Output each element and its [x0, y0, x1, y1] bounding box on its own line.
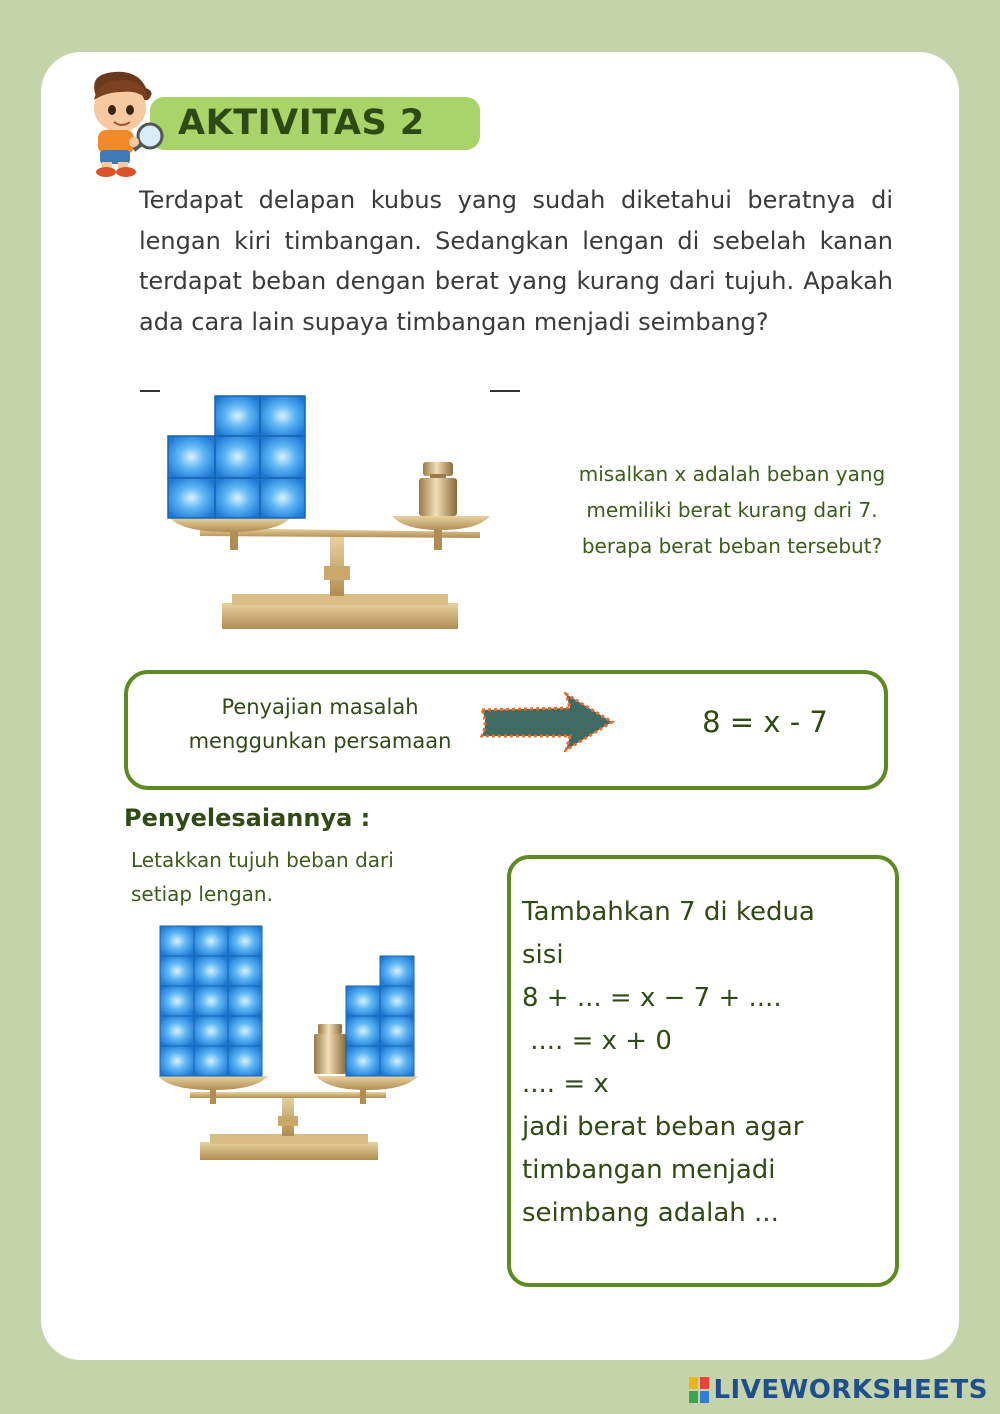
- right-arrow-icon: [478, 692, 616, 752]
- question-line: misalkan x adalah beban yang: [578, 462, 886, 486]
- step-line: 8 + ... = x − 7 + ....: [522, 983, 782, 1013]
- right-cube-stack: [346, 956, 414, 1076]
- question-line: berapa berat beban tersebut?: [581, 534, 883, 558]
- solution-description-line: setiap lengan.: [131, 882, 273, 906]
- step-line: seimbang adalah ...: [522, 1198, 779, 1228]
- liveworksheets-brand: [689, 1372, 988, 1408]
- equation-box-label: [150, 690, 490, 758]
- solution-description-line: Letakkan tujuh beban dari: [131, 848, 394, 872]
- kid-with-magnifier-icon: [68, 66, 168, 178]
- equation: 8 = x - 7: [702, 705, 828, 739]
- step-line: .... = x: [522, 1069, 609, 1099]
- question-line: memiliki berat kurang dari 7.: [586, 498, 878, 522]
- liveworksheets-logo-icon: [689, 1377, 709, 1403]
- solution-heading: Penyelesaiannya :: [124, 804, 371, 832]
- left-cube-stack: [160, 926, 262, 1076]
- balance-scale-balanced: [150, 920, 425, 1165]
- equation-label-line: menggunkan persamaan: [188, 729, 452, 753]
- step-line: sisi: [522, 940, 564, 970]
- cube-stack: [168, 396, 305, 518]
- question-text: [538, 456, 926, 564]
- solution-steps: [522, 891, 892, 1235]
- balance-scale-unbalanced: [160, 390, 500, 635]
- brand-name: LIVEWORKSHEETS: [713, 1375, 988, 1405]
- page-title: AKTIVITAS 2: [178, 103, 425, 143]
- step-line: Tambahkan 7 di kedua: [522, 897, 815, 927]
- equation-label-line: Penyajian masalah: [221, 695, 419, 719]
- solution-description: [131, 843, 461, 911]
- step-line: .... = x + 0: [522, 1026, 672, 1056]
- step-line: timbangan menjadi: [522, 1155, 776, 1185]
- intro-paragraph: Terdapat delapan kubus yang sudah diketahui beratnya di lengan kiri timbangan. Sedangkan lengan di sebelah kanan terdapat beban dengan berat yang kurang dari tujuh. Apakah ada cara lain supaya timbangan menjadi seimbang?: [139, 186, 893, 336]
- step-line: jadi berat beban agar: [522, 1112, 804, 1142]
- blank-line: [140, 390, 160, 392]
